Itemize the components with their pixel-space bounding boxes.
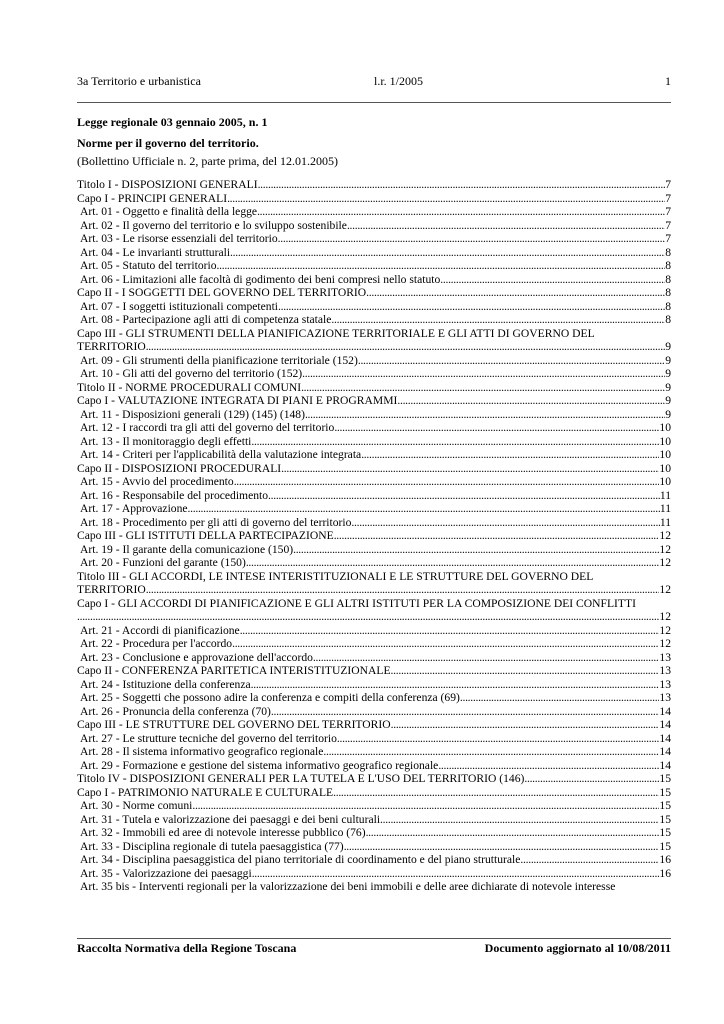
toc-entry-page: 16 <box>659 853 671 866</box>
toc-leader-dots <box>358 354 665 368</box>
toc-entry-label: Art. 25 - Soggetti che possono adire la conferenza e compiti della conferenza (69) <box>80 691 460 704</box>
toc-entry[interactable] <box>77 448 671 462</box>
toc-entry-page: 9 <box>665 353 671 367</box>
toc-entry-label: Art. 10 - Gli atti del governo del territorio (152) <box>80 367 303 380</box>
toc-entry[interactable] <box>77 475 671 489</box>
toc-entry[interactable] <box>77 286 671 300</box>
toc-entry-page: 7 <box>665 191 671 205</box>
toc-entry-label: Art. 24 - Istituzione della conferenza <box>80 677 251 691</box>
toc-entry[interactable] <box>77 637 671 651</box>
toc-leader-dots <box>252 867 660 881</box>
toc-entry-label: Art. 31 - Tutela e valorizzazione dei paesaggi e dei beni culturali <box>80 812 381 826</box>
toc-entry[interactable] <box>77 219 671 233</box>
toc-entry-page: 10 <box>659 434 671 448</box>
title-block <box>77 112 671 170</box>
toc-entry-page: 14 <box>659 718 671 731</box>
toc-entry-label: Art. 16 - Responsabile del procedimento <box>80 488 269 502</box>
toc-entry-page: 10 <box>659 475 671 488</box>
toc-entry-page: 15 <box>659 812 671 826</box>
toc-entry-label: Art. 19 - Il garante della comunicazione (150) <box>80 542 294 556</box>
toc-leader-dots <box>351 516 659 530</box>
toc-entry-label: Art. 33 - Disciplina regionale di tutela paesaggistica (77) <box>80 839 344 853</box>
header-section: 3a Territorio e urbanistica <box>77 74 201 88</box>
toc-leader-dots <box>188 502 660 516</box>
toc-leader-dots <box>268 489 660 503</box>
toc-entry[interactable] <box>77 381 671 395</box>
toc-leader-dots <box>366 286 665 300</box>
toc-leader-dots <box>146 340 666 354</box>
toc-leader-dots <box>347 219 665 233</box>
toc-entry-page: 11 <box>659 488 671 502</box>
toc-entry[interactable] <box>77 597 671 611</box>
toc-entry-label: Art. 28 - Il sistema informativo geografico regionale <box>80 745 324 758</box>
toc-entry[interactable] <box>77 772 671 786</box>
toc-entry-label: Art. 21 - Accordi di pianificazione <box>80 623 240 637</box>
toc-entry[interactable] <box>77 570 671 584</box>
toc-leader-dots <box>391 718 660 732</box>
toc-entry[interactable] <box>77 259 671 273</box>
toc-leader-dots <box>281 462 659 476</box>
toc-entry-label: Art. 18 - Procedimento per gli atti di governo del territorio <box>80 515 352 529</box>
toc-entry[interactable] <box>77 799 671 813</box>
header-page-number: 1 <box>665 74 671 88</box>
toc-leader-dots <box>301 381 665 395</box>
toc-entry[interactable] <box>77 556 671 570</box>
toc-leader-dots <box>391 664 660 678</box>
toc-entry-page: 15 <box>659 826 671 839</box>
toc-entry-label: Capo I - GLI ACCORDI DI PIANIFICAZIONE E GLI ALTRI ISTITUTI PER LA COMPOSIZIONE DEI CONFLITTI <box>77 596 636 610</box>
toc-entry-label: Capo II - CONFERENZA PARITETICA INTERISTITUZIONALE <box>77 664 391 677</box>
toc-entry-page: 16 <box>659 866 671 880</box>
toc-leader-dots <box>302 367 665 381</box>
toc-leader-dots <box>278 232 666 246</box>
toc-entry[interactable] <box>77 705 671 719</box>
page-header <box>77 74 671 90</box>
toc-entry-page: 8 <box>665 272 671 286</box>
toc-leader-dots <box>257 205 665 219</box>
toc-leader-dots <box>313 651 659 665</box>
footer-rule <box>77 938 671 939</box>
toc-entry-label: Capo III - GLI STRUMENTI DELLA PIANIFICAZIONE TERRITORIALE E GLI ATTI DI GOVERNO DEL <box>77 326 595 340</box>
toc-entry-label: Art. 27 - Le strutture tecniche del governo del territorio <box>80 731 337 745</box>
toc-entry-label: Art. 07 - I soggetti istituzionali competenti <box>80 299 279 313</box>
toc-entry[interactable] <box>77 840 671 854</box>
toc-entry-label: Art. 30 - Norme comuni <box>80 799 193 812</box>
toc-entry-label: Capo III - LE STRUTTURE DEL GOVERNO DEL TERRITORIO <box>77 718 391 731</box>
toc-leader-dots <box>344 840 660 854</box>
toc-entry-page: 12 <box>659 583 671 596</box>
toc-leader-dots <box>366 826 660 840</box>
toc-entry-page: 8 <box>665 245 671 259</box>
toc-leader-dots <box>251 678 660 692</box>
toc-entry[interactable] <box>77 246 671 260</box>
toc-entry-label: Art. 04 - Le invarianti strutturali <box>80 245 231 259</box>
toc-entry-label: Capo I - VALUTAZIONE INTEGRATA DI PIANI E PROGRAMMI <box>77 394 398 407</box>
toc-entry-page: 15 <box>659 839 671 853</box>
toc-entry[interactable] <box>77 826 671 840</box>
toc-entry-page: 12 <box>659 556 671 569</box>
toc-leader-dots <box>246 556 660 570</box>
toc-entry[interactable] <box>77 394 671 408</box>
toc-entry[interactable] <box>77 583 671 597</box>
toc-entry-label: Art. 20 - Funzioni del garante (150) <box>80 556 246 569</box>
toc-entry-label: Art. 26 - Pronuncia della conferenza (70) <box>80 704 271 718</box>
toc-entry-label: Art. 23 - Conclusione e approvazione dell'accordo <box>80 650 313 664</box>
toc-entry[interactable] <box>77 664 671 678</box>
toc-entry[interactable] <box>77 786 671 800</box>
toc-entry[interactable] <box>77 502 671 516</box>
toc-entry-page: 9 <box>665 367 671 380</box>
toc-entry-page: 7 <box>665 178 671 191</box>
toc-entry-label: Art. 13 - Il monitoraggio degli effetti <box>80 434 252 448</box>
toc-entry-label: Art. 02 - Il governo del territorio e lo sviluppo sostenibile <box>80 218 347 232</box>
law-title: Legge regionale 03 gennaio 2005, n. 1 <box>77 115 268 129</box>
toc-leader-dots <box>331 313 665 327</box>
toc-entry[interactable] <box>77 813 671 827</box>
toc-entry-label: Art. 17 - Approvazione <box>80 502 188 515</box>
toc-entry-label: Art. 32 - Immobili ed aree di notevole interesse pubblico (76) <box>80 826 366 839</box>
toc-entry[interactable] <box>77 354 671 368</box>
toc-leader-dots <box>440 273 665 287</box>
toc-entry-page: 13 <box>659 664 671 677</box>
toc-entry-label: Art. 12 - I raccordi tra gli atti del governo del territorio <box>80 421 335 434</box>
toc-entry[interactable] <box>77 300 671 314</box>
toc-entry-page: 14 <box>659 704 671 718</box>
toc-entry[interactable] <box>77 610 671 624</box>
toc-entry-page: 14 <box>659 758 671 772</box>
toc-entry-label: Art. 34 - Disciplina paesaggistica del piano territoriale di coordinamento e del piano strutturale <box>80 853 521 866</box>
footer-update-date: Documento aggiornato al 10/08/2011 <box>484 941 671 955</box>
toc-entry[interactable] <box>77 732 671 746</box>
toc-entry-label: TERRITORIO <box>77 340 146 353</box>
toc-entry-page: 7 <box>665 218 671 232</box>
toc-entry-label: Art. 06 - Limitazioni alle facoltà di godimento dei beni compresi nello statuto <box>80 272 441 286</box>
table-of-contents <box>77 178 671 894</box>
toc-entry-page: 11 <box>659 515 671 529</box>
toc-leader-dots <box>305 408 665 422</box>
toc-entry-page: 10 <box>659 448 671 461</box>
toc-entry[interactable] <box>77 543 671 557</box>
toc-entry-page: 12 <box>659 542 671 556</box>
toc-entry-page: 8 <box>665 286 671 299</box>
toc-leader-dots <box>361 448 659 462</box>
toc-entry[interactable] <box>77 178 671 192</box>
toc-entry-label: Art. 29 - Formazione e gestione del sistema informativo geografico regionale <box>80 758 439 772</box>
toc-entry[interactable] <box>77 205 671 219</box>
toc-entry-page: 13 <box>659 650 671 664</box>
toc-entry-page: 7 <box>665 205 671 218</box>
toc-entry-label: Titolo II - NORME PROCEDURALI COMUNI <box>77 380 302 394</box>
toc-leader-dots <box>146 583 660 597</box>
toc-entry-page: 9 <box>665 380 671 394</box>
toc-leader-dots <box>293 543 659 557</box>
toc-entry[interactable] <box>77 745 671 759</box>
toc-entry-page: 8 <box>665 313 671 326</box>
toc-entry-page: 14 <box>659 745 671 758</box>
toc-entry[interactable] <box>77 529 671 543</box>
toc-entry[interactable] <box>77 624 671 638</box>
toc-entry[interactable] <box>77 678 671 692</box>
toc-leader-dots <box>333 786 659 800</box>
toc-leader-dots <box>337 732 660 746</box>
toc-leader-dots <box>258 178 666 192</box>
toc-entry[interactable] <box>77 691 671 705</box>
toc-entry[interactable] <box>77 408 671 422</box>
toc-entry[interactable] <box>77 327 671 341</box>
toc-leader-dots <box>278 300 665 314</box>
toc-entry[interactable] <box>77 273 671 287</box>
toc-entry-label: Capo II - I SOGGETTI DEL GOVERNO DEL TERRITORIO <box>77 286 367 299</box>
toc-entry[interactable] <box>77 489 671 503</box>
toc-entry-label: Art. 08 - Partecipazione agli atti di competenza statale <box>80 313 332 326</box>
toc-entry-label: TERRITORIO <box>77 583 146 596</box>
toc-entry-label: Art. 03 - Le risorse essenziali del territorio <box>80 232 278 245</box>
toc-entry[interactable] <box>77 421 671 435</box>
toc-leader-dots <box>230 246 665 260</box>
toc-leader-dots <box>438 759 659 773</box>
toc-entry-label: Capo I - PATRIMONIO NATURALE E CULTURALE <box>77 785 334 799</box>
toc-entry-label: Titolo III - GLI ACCORDI, LE INTESE INTERISTITUZIONALI E LE STRUTTURE DEL GOVERNO DEL <box>77 569 594 583</box>
toc-entry[interactable] <box>77 651 671 665</box>
toc-entry-label: Art. 11 - Disposizioni generali (129) (145) (148) <box>80 407 305 421</box>
toc-entry-label: Capo III - GLI ISTITUTI DELLA PARTECIPAZIONE <box>77 529 334 542</box>
toc-entry-page: 7 <box>665 232 671 245</box>
toc-entry-page: 12 <box>659 637 671 650</box>
toc-entry-label: Art. 35 bis - Interventi regionali per la valorizzazione dei beni immobili e delle aree dichiarate di notevole interesse <box>80 880 616 893</box>
toc-entry[interactable] <box>77 867 671 881</box>
toc-entry[interactable] <box>77 853 671 867</box>
toc-entry-page: 12 <box>659 529 671 542</box>
toc-leader-dots <box>251 435 659 449</box>
law-subtitle: Norme per il governo del territorio. <box>77 136 259 150</box>
toc-entry-page: 15 <box>659 785 671 799</box>
toc-entry-label: Titolo IV - DISPOSIZIONI GENERALI PER LA TUTELA E L'USO DEL TERRITORIO (146) <box>77 772 525 785</box>
toc-entry-page: 13 <box>659 691 671 704</box>
toc-entry[interactable] <box>77 718 671 732</box>
toc-entry[interactable] <box>77 880 671 894</box>
toc-leader-dots <box>380 813 659 827</box>
toc-leader-dots <box>397 394 665 408</box>
toc-entry-page: 12 <box>659 610 671 623</box>
toc-entry[interactable] <box>77 367 671 381</box>
toc-entry-page: 15 <box>659 799 671 812</box>
toc-leader-dots <box>334 421 659 435</box>
toc-leader-dots <box>460 691 660 705</box>
toc-leader-dots <box>240 624 660 638</box>
toc-entry-label: Art. 22 - Procedura per l'accordo <box>80 637 233 650</box>
header-rule <box>77 102 671 103</box>
toc-entry-label: Titolo I - DISPOSIZIONI GENERALI <box>77 178 258 191</box>
toc-leader-dots <box>271 705 660 719</box>
toc-entry-label: Capo I - PRINCIPI GENERALI <box>77 191 228 205</box>
toc-entry-label: Art. 01 - Oggetto e finalità della legge <box>80 205 258 218</box>
toc-leader-dots <box>520 853 659 867</box>
toc-entry-page: 13 <box>659 677 671 691</box>
toc-entry-page: 12 <box>659 623 671 637</box>
toc-entry[interactable] <box>77 516 671 530</box>
toc-entry-label: Art. 15 - Avvio del procedimento <box>80 475 234 488</box>
toc-entry-label: Art. 35 - Valorizzazione dei paesaggi <box>80 866 252 880</box>
toc-entry[interactable] <box>77 462 671 476</box>
toc-leader-dots <box>234 475 660 489</box>
toc-leader-dots <box>524 772 659 786</box>
toc-entry-page: 8 <box>665 299 671 313</box>
toc-entry-page: 10 <box>659 421 671 434</box>
toc-entry[interactable] <box>77 232 671 246</box>
toc-leader-dots <box>227 192 665 206</box>
toc-entry-page: 14 <box>659 731 671 745</box>
toc-entry[interactable] <box>77 759 671 773</box>
toc-leader-dots <box>217 259 666 273</box>
toc-entry-page: 15 <box>659 772 671 785</box>
toc-entry-label: Art. 05 - Statuto del territorio <box>80 259 217 272</box>
toc-leader-dots <box>77 610 659 624</box>
toc-entry-page: 8 <box>665 259 671 272</box>
toc-leader-dots <box>232 637 659 651</box>
footer-collection: Raccolta Normativa della Regione Toscana <box>77 941 297 955</box>
header-law-ref: l.r. 1/2005 <box>374 74 424 88</box>
toc-entry-page: 10 <box>659 461 671 475</box>
toc-entry-page: 9 <box>665 394 671 407</box>
toc-entry-label: Art. 09 - Gli strumenti della pianificazione territoriale (152) <box>80 353 358 367</box>
toc-entry-page: 9 <box>665 407 671 421</box>
toc-entry-page: 9 <box>665 340 671 353</box>
toc-entry-label: Capo II - DISPOSIZIONI PROCEDURALI <box>77 461 282 475</box>
toc-leader-dots <box>192 799 659 813</box>
toc-entry[interactable] <box>77 192 671 206</box>
toc-entry[interactable] <box>77 313 671 327</box>
bulletin-reference: (Bollettino Ufficiale n. 2, parte prima, del 12.01.2005) <box>77 154 339 168</box>
toc-leader-dots <box>334 529 660 543</box>
toc-leader-dots <box>323 745 659 759</box>
toc-entry[interactable] <box>77 340 671 354</box>
toc-entry-page: 11 <box>659 502 671 515</box>
toc-entry[interactable] <box>77 435 671 449</box>
toc-entry-label: Art. 14 - Criteri per l'applicabilità della valutazione integrata <box>80 448 362 461</box>
